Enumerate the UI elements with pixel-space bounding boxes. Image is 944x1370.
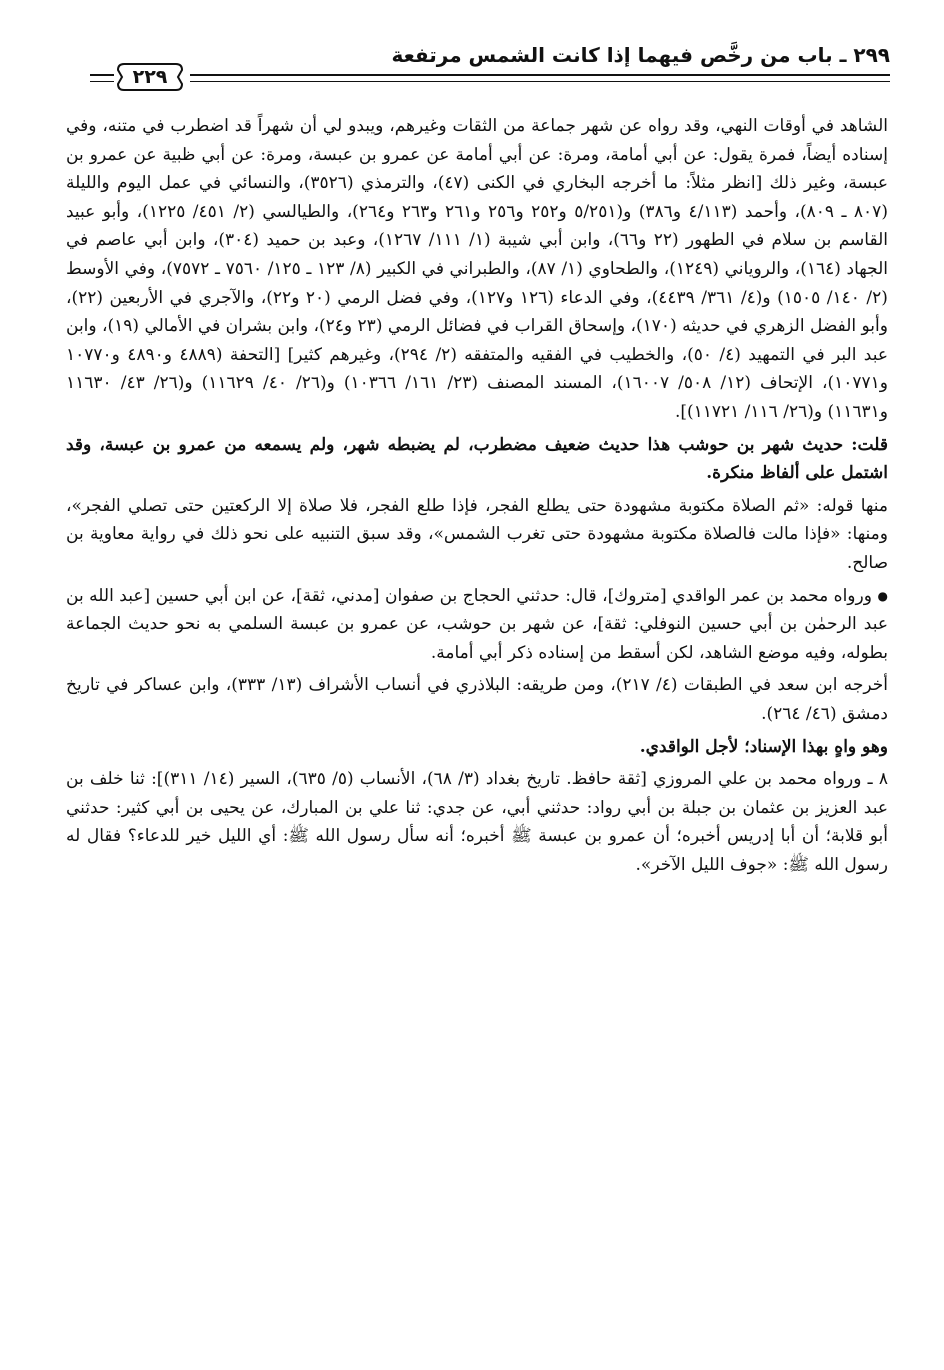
page-header bbox=[90, 40, 890, 102]
paragraph-munkar-wording: منها قوله: «ثم الصلاة مكتوبة مشهودة حتى يطلع الفجر، فإذا طلع الفجر، فلا صلاة إلا الركعتين حتى تصلي الفجر»، ومنها: «فإذا مالت فالصلاة مكتوبة مشهودة حتى تغرب الشمس»، وقد سبق التنبيه على نحو ذلك في رواية معاوية بن صالح. bbox=[66, 495, 888, 573]
chapter-title: ٢٩٩ ـ باب من رخَّص فيهما إذا كانت الشمس مرتفعة bbox=[391, 43, 890, 67]
bullet-icon: ● bbox=[877, 588, 888, 603]
header-rule bbox=[190, 74, 890, 82]
paragraph-verdict: قلت: حديث شهر بن حوشب هذا حديث ضعيف مضطرب، لم يضبطه شهر، ولم يسمعه من عمرو بن عبسة، وقد اشتمل على ألفاظ منكرة. bbox=[66, 434, 888, 484]
paragraph-route-8: ٨ ـ ورواه محمد بن علي المروزي [ثقة حافظ. تاريخ بغداد (٣/ ٦٨)، الأنساب (٥/ ٦٣٥)، السير (١٤/ ٣١١)]: ثنا خلف بن عبد العزيز بن عثمان بن جبلة بن أبي رواد: حدثني أبي، عن جدي: ثنا علي بن المبارك، عن يحيى بن أبي كثير: حدثني أبو قلابة؛ أن أبا إدريس أخبره؛ أن عمرو بن عبسة ﷺ أخبره؛ أنه سأل رسول الله ﷺ: أي الليل خير للدعاء؟ فقال له رسول الله ﷺ: «جوف الليل الآخر». bbox=[66, 769, 889, 876]
paragraph-waqidi-verdict: وهو واهٍ بهذا الإسناد؛ لأجل الواقدي. bbox=[639, 736, 888, 757]
paragraph-waqidi-text: ورواه محمد بن عمر الواقدي [متروك]، قال: حدثني الحجاج بن صفوان [مدني، ثقة]، عن ابن أبي حسين [عبد الله بن عبد الرحمٰن بن أبي حسين النوفلي: ثقة]، عن شهر بن حوشب، عن عمرو بن عبسة السلمي به نحو حديث الجماعة بطوله، وفيه موضع الشاهد، لكن أسقط من إسناده ذكر أبي أمامة. bbox=[66, 585, 888, 663]
page-number: ٢٢٩ bbox=[132, 66, 168, 88]
paragraph-takhrij-ibn-saad: أخرجه ابن سعد في الطبقات (٤/ ٢١٧)، ومن طريقه: البلاذري في أنساب الأشراف (١٣/ ٣٣٣)، وابن عساكر في تاريخ دمشق (٤٦/ ٢٦٤). bbox=[66, 675, 888, 725]
paragraph-citations: الشاهد في أوقات النهي، وقد رواه عن شهر جماعة من الثقات وغيرهم، ويبدو لي أن شهراً قد اضطرب في متنه، وفي إسناده أيضاً، فمرة يقول: عن أبي أمامة، ومرة: عن أبي أمامة عن عمرو بن عبسة، ومرة: عن أبي ظبية عن عمرو بن عبسة، وغير ذلك [انظر مثلاً: ما أخرجه البخاري في الكنى (٤٧)، والترمذي (٣٥٢٦)، والنسائي في عمل اليوم والليلة (٨٠٧ ـ ٨٠٩)، وأحمد (٤/١١٣ و٣٨٦) و(٥/٢٥١ و٢٥٢ و٢٥٦ و٢٦١ و٢٦٣ و٢٦٤)، والطيالسي (٢/ ٤٥١/ ١٢٢٥)، وأبو عبيد القاسم بن سلام في الطهور (٢٢ و٦٦)، وابن أبي شيبة (١/ ١١١/ ١٢٦٧)، وعبد بن حميد (٣٠٤)، وابن أبي عاصم في الجهاد (١٦٤)، والروياني (١٢٤٩)، والطحاوي (١/ ٨٧)، والطبراني في الكبير (٨/ ١٢٣ ـ ١٢٥/ ٧٥٦٠ ـ ٧٥٧٢)، وفي الأوسط (٢/ ١٤٠/ ١٥٠٥) و(٤/ ٣٦١/ ٤٤٣٩)، وفي الدعاء (١٢٦ و١٢٧)، وفي فضل الرمي (٢٠ و٢٢)، والآجري في الأربعين (٢٢)، وأبو الفضل الزهري في حديثه (١٧٠)، وإسحاق القراب في فضائل الرمي (٢٣ و٢٤)، وابن بشران في الأمالي (١٩)، وابن عبد البر في التمهيد (٤/ ٥٠)، والخطيب في الفقيه والمتفقه (٢/ ٢٩٤)، وغيرهم كثير] [التحفة (٤٨٨٩ و٤٨٩٠ و١٠٧٧٠ و١٠٧٧١)، الإتحاف (١٢/ ٥٠٨/ ١٦٠٠٧)، المسند المصنف (٢٣/ ١٦١/ ١٠٣٦٦) و(٢٦/ ٤٠/ ١١٦٢٩) و(٢٦/ ٤٣/ ١١٦٣٠ و١١٦٣١) و(٢٦/ ١١٦/ ١١٧٢١)]. bbox=[66, 116, 888, 422]
page-number-badge bbox=[116, 62, 184, 92]
page-body bbox=[66, 112, 888, 884]
paragraph-waqidi-route bbox=[66, 582, 888, 668]
header-rule-left bbox=[90, 74, 114, 82]
